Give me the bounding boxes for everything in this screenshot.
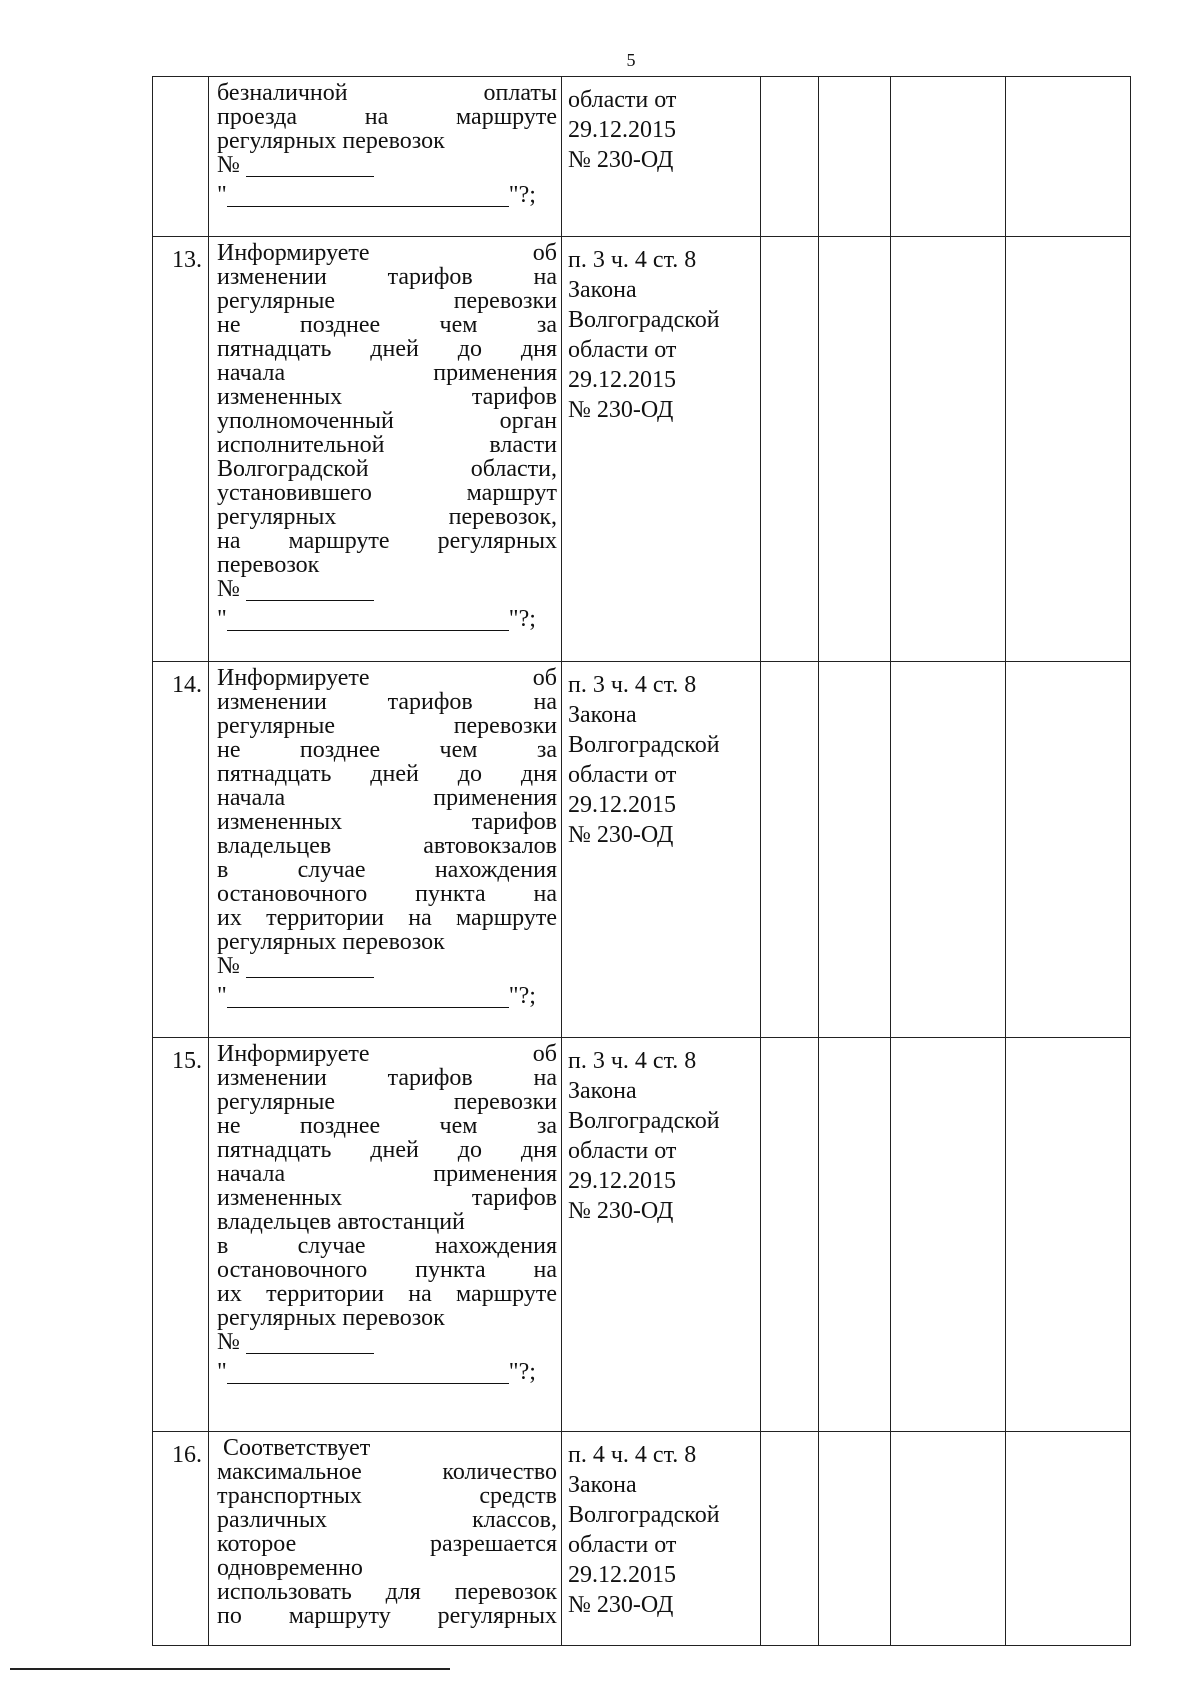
table-row (153, 1432, 1131, 1646)
answer-na-cell[interactable] (891, 1432, 1006, 1646)
question-line: их территории на маршруте (217, 905, 557, 931)
answer-no-cell[interactable] (819, 1038, 891, 1432)
number-field (217, 954, 557, 978)
row-number: 13. (153, 237, 209, 662)
answer-yes-cell[interactable] (761, 662, 819, 1038)
question-line: пятнадцать дней до дня (217, 761, 557, 787)
quote-close: "?; (508, 606, 536, 632)
answer-yes-cell[interactable] (761, 1038, 819, 1432)
answer-yes-cell[interactable] (761, 1432, 819, 1646)
question-line: Волгоградской области, (217, 456, 557, 482)
question-line: их территории на маршруте (217, 1281, 557, 1307)
legal-reference-cell (562, 662, 761, 1038)
question-line: Информируете об (217, 1041, 557, 1067)
question-line: изменении тарифов на (217, 1065, 557, 1091)
question-line: владельцев автовокзалов (217, 833, 557, 859)
question-line: измененных тарифов (217, 809, 557, 835)
question-line: в случае нахождения (217, 857, 557, 883)
question-line: транспортных средств (217, 1483, 557, 1509)
name-blank (227, 1363, 509, 1384)
reference-line: Волгоградской (568, 732, 720, 758)
question-line: безналичной оплаты (217, 80, 557, 106)
reference-line: Закона (568, 1472, 637, 1498)
reference-line: Волгоградской (568, 1502, 720, 1528)
name-blank (227, 987, 509, 1008)
question-line: максимальное количество (217, 1459, 557, 1485)
reference-line: № 230-ОД (568, 147, 674, 173)
question-line: регулярных перевозок (217, 929, 445, 955)
checklist-table (152, 76, 1131, 1646)
question-line: владельцев автостанций (217, 1209, 465, 1235)
question-cell (209, 237, 562, 662)
number-field (217, 153, 557, 177)
reference-line: Закона (568, 702, 637, 728)
question-line: в случае нахождения (217, 1233, 557, 1259)
question-line: начала применения (217, 1161, 557, 1187)
quote-open: " (217, 182, 227, 208)
question-line: регулярные перевозки (217, 288, 557, 314)
reference-line: области от (568, 87, 677, 113)
question-line: Информируете об (217, 240, 557, 266)
name-field (217, 1360, 557, 1384)
reference-line: Закона (568, 1078, 637, 1104)
footer-rule (10, 1668, 450, 1670)
question-line: начала применения (217, 360, 557, 386)
question-line: не позднее чем за (217, 312, 557, 338)
question-line: измененных тарифов (217, 1185, 557, 1211)
quote-close: "?; (508, 182, 536, 208)
answer-na-cell[interactable] (891, 1038, 1006, 1432)
number-sign: № (217, 1329, 240, 1355)
question-line: одновременно (217, 1555, 363, 1581)
question-cell (209, 77, 562, 237)
quote-open: " (217, 983, 227, 1009)
reference-line: 29.12.2015 (568, 1562, 676, 1588)
reference-line: № 230-ОД (568, 1592, 674, 1618)
table-row (153, 237, 1131, 662)
legal-reference-cell (562, 1432, 761, 1646)
row-number (153, 77, 209, 237)
question-line: регулярных перевозок (217, 128, 445, 154)
reference-line: Закона (568, 277, 637, 303)
reference-line: п. 3 ч. 4 ст. 8 (568, 247, 697, 273)
answer-no-cell[interactable] (819, 237, 891, 662)
note-cell[interactable] (1006, 77, 1131, 237)
quote-close: "?; (508, 983, 536, 1009)
answer-no-cell[interactable] (819, 77, 891, 237)
reference-line: области от (568, 762, 677, 788)
note-cell[interactable] (1006, 237, 1131, 662)
question-cell (209, 662, 562, 1038)
number-blank (246, 1335, 374, 1354)
question-line: перевозок (217, 552, 320, 578)
number-sign: № (217, 576, 240, 602)
reference-line: п. 3 ч. 4 ст. 8 (568, 1048, 697, 1074)
table-row (153, 1038, 1131, 1432)
reference-line: области от (568, 1138, 677, 1164)
reference-line: № 230-ОД (568, 1198, 674, 1224)
note-cell[interactable] (1006, 1038, 1131, 1432)
question-line: регулярных перевозок, (217, 504, 557, 530)
name-field (217, 183, 557, 207)
question-line: установившего маршрут (217, 480, 557, 506)
number-blank (246, 959, 374, 978)
name-field (217, 984, 557, 1008)
name-field (217, 607, 557, 631)
row-number: 15. (153, 1038, 209, 1432)
answer-na-cell[interactable] (891, 77, 1006, 237)
question-line: различных классов, (217, 1507, 557, 1533)
table-row (153, 77, 1131, 237)
question-line: измененных тарифов (217, 384, 557, 410)
quote-open: " (217, 606, 227, 632)
name-blank (227, 186, 509, 207)
question-line: не позднее чем за (217, 1113, 557, 1139)
question-line: остановочного пункта на (217, 1257, 557, 1283)
question-line: исполнительной власти (217, 432, 557, 458)
reference-line: области от (568, 337, 677, 363)
legal-reference-cell (562, 77, 761, 237)
legal-reference-cell (562, 237, 761, 662)
answer-no-cell[interactable] (819, 1432, 891, 1646)
reference-line: 29.12.2015 (568, 367, 676, 393)
quote-open: " (217, 1359, 227, 1385)
number-sign: № (217, 152, 240, 178)
answer-no-cell[interactable] (819, 662, 891, 1038)
question-line: регулярных перевозок (217, 1305, 445, 1331)
answer-na-cell[interactable] (891, 662, 1006, 1038)
number-blank (246, 582, 374, 601)
reference-line: 29.12.2015 (568, 117, 676, 143)
question-line: пятнадцать дней до дня (217, 1137, 557, 1163)
reference-line: № 230-ОД (568, 397, 674, 423)
question-line: пятнадцать дней до дня (217, 336, 557, 362)
row-number: 16. (153, 1432, 209, 1646)
reference-line: Волгоградской (568, 307, 720, 333)
question-line: изменении тарифов на (217, 264, 557, 290)
question-line: регулярные перевозки (217, 1089, 557, 1115)
question-line: изменении тарифов на (217, 689, 557, 715)
reference-line: п. 3 ч. 4 ст. 8 (568, 672, 697, 698)
number-sign: № (217, 953, 240, 979)
question-line: остановочного пункта на (217, 881, 557, 907)
question-line: регулярные перевозки (217, 713, 557, 739)
reference-line: 29.12.2015 (568, 1168, 676, 1194)
question-line: уполномоченный орган (217, 408, 557, 434)
reference-line: Волгоградской (568, 1108, 720, 1134)
page-number: 5 (626, 50, 636, 70)
note-cell[interactable] (1006, 662, 1131, 1038)
question-line: использовать для перевозок (217, 1579, 557, 1605)
answer-yes-cell[interactable] (761, 77, 819, 237)
name-blank (227, 610, 509, 631)
reference-line: п. 4 ч. 4 ст. 8 (568, 1442, 697, 1468)
answer-yes-cell[interactable] (761, 237, 819, 662)
question-line: которое разрешается (217, 1531, 557, 1557)
number-blank (246, 158, 374, 177)
row-number: 14. (153, 662, 209, 1038)
question-line: на маршруте регулярных (217, 528, 557, 554)
quote-close: "?; (508, 1359, 536, 1385)
number-field (217, 577, 557, 601)
reference-line: 29.12.2015 (568, 792, 676, 818)
question-line: по маршруту регулярных (217, 1603, 557, 1629)
number-field (217, 1330, 557, 1354)
question-line: не позднее чем за (217, 737, 557, 763)
question-line: начала применения (217, 785, 557, 811)
question-line: Информируете об (217, 665, 557, 691)
answer-na-cell[interactable] (891, 237, 1006, 662)
question-cell (209, 1432, 562, 1646)
note-cell[interactable] (1006, 1432, 1131, 1646)
question-line: Соответствует (223, 1435, 371, 1461)
question-line: проезда на маршруте (217, 104, 557, 130)
legal-reference-cell (562, 1038, 761, 1432)
reference-line: № 230-ОД (568, 822, 674, 848)
table-row (153, 662, 1131, 1038)
question-cell (209, 1038, 562, 1432)
reference-line: области от (568, 1532, 677, 1558)
